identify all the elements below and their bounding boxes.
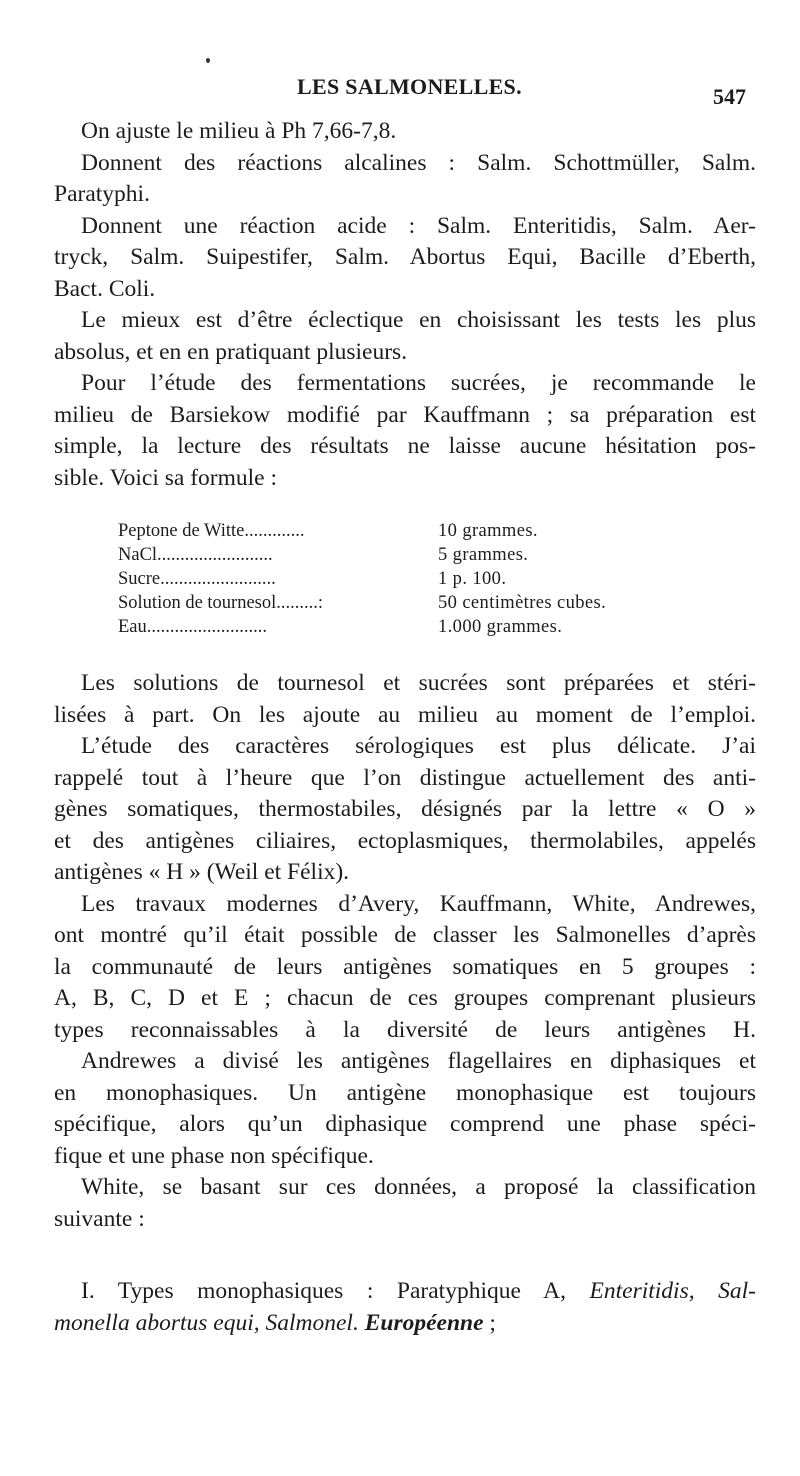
classification-line <box>54 1308 756 1340</box>
classification-line <box>54 1276 756 1308</box>
text-line: Paratyphi. <box>54 181 150 207</box>
recipe-row <box>118 617 718 641</box>
text-line: On ajuste le milieu à Ph 7,66-7,8. <box>81 118 397 144</box>
classification-italic: Enteritidis, Sal- <box>589 1278 756 1304</box>
text-line: fique et une phase non spécifique. <box>54 1142 374 1169</box>
text-line: rappelé tout à l’heure que l’on distingue actuellement des anti- <box>54 764 756 791</box>
text-line: et des antigènes ciliaires, ectoplasmiques, thermolabiles, appelés <box>54 827 756 854</box>
text-line: gènes somatiques, thermostabiles, désignés par la lettre « O » <box>54 796 756 822</box>
recipe-quantity: 10 grammes. <box>438 521 538 541</box>
text-line: suivante : <box>54 1205 145 1232</box>
recipe-row <box>118 545 718 569</box>
text-line: en monophasiques. Un antigène monophasique est toujours <box>54 1079 756 1106</box>
text-line: tryck, Salm. Suipestifer, Salm. Abortus Equi, Bacille d’Eberth, <box>54 244 756 270</box>
recipe-row <box>118 521 718 545</box>
text-line: milieu de Barsiekow modifié par Kauffmann ; sa préparation est <box>54 401 756 428</box>
text-line: la communauté de leurs antigènes somatiques en 5 groupes : <box>54 953 756 980</box>
text-line: types reconnaissables à la diversité de leurs antigènes H. <box>54 1016 756 1043</box>
text-line: Bact. Coli. <box>54 275 156 302</box>
text-line: sible. Voici sa formule : <box>54 464 278 491</box>
recipe-ingredient: Peptone de Witte............. <box>118 521 305 541</box>
text-line: spécifique, alors qu’un diphasique comprend une phase spéci- <box>54 1111 756 1137</box>
text-line: Le mieux est d’être éclectique en choisissant les tests les plus <box>81 307 756 333</box>
text-line: Les solutions de tournesol et sucrées sont préparées et stéri- <box>81 670 756 696</box>
text-line: simple, la lecture des résultats ne laisse aucune hésitation pos- <box>54 433 756 459</box>
recipe-row <box>118 593 718 617</box>
text-line: absolus, et en en pratiquant plusieurs. <box>54 338 408 365</box>
classification-bold-italic: Européenne <box>364 1309 484 1336</box>
recipe-row <box>118 569 718 593</box>
recipe-quantity: 50 centimètres cubes. <box>438 593 607 613</box>
recipe-table <box>118 521 718 641</box>
classification-end: ; <box>483 1309 496 1336</box>
text-line: Les travaux modernes d’Avery, Kauffmann, White, Andrewes, <box>81 890 756 917</box>
recipe-quantity: 1.000 grammes. <box>438 617 563 637</box>
text-line: Donnent une réaction acide : Salm. Enteritidis, Salm. Aer- <box>81 212 756 239</box>
recipe-quantity: 5 grammes. <box>438 545 529 565</box>
ink-speck <box>206 58 210 63</box>
text-line: lisées à part. On les ajoute au milieu au moment de l’emploi. <box>54 701 756 728</box>
classification-prefix: I. Types monophasiques : Paratyphique A, <box>81 1278 590 1304</box>
text-line: Pour l’étude des fermentations sucrées, je recommande le <box>81 370 756 396</box>
text-line: ont montré qu’il était possible de classer les Salmonelles d’après <box>54 922 756 948</box>
text-line: A, B, C, D et E ; chacun de ces groupes comprenant plusieurs <box>54 985 756 1011</box>
recipe-quantity: 1 p. 100. <box>438 569 507 589</box>
text-line: Andrewes a divisé les antigènes flagellaires en diphasiques et <box>81 1048 756 1074</box>
running-title: LES SALMONELLES. <box>297 74 522 99</box>
recipe-ingredient: Solution de tournesol.........: <box>118 593 324 613</box>
text-line: L’étude des caractères sérologiques est plus délicate. J’ai <box>81 733 756 759</box>
text-line: White, se basant sur ces données, a proposé la classification <box>81 1174 756 1200</box>
paragraphs-top <box>54 116 756 494</box>
recipe-ingredient: Eau.......................... <box>118 617 268 637</box>
text-line: Donnent des réactions alcalines : Salm. Schottmüller, Salm. <box>81 149 756 176</box>
paragraphs-middle <box>54 668 756 1235</box>
text-line: antigènes « H » (Weil et Félix). <box>54 859 350 885</box>
page-number: 547 <box>713 84 746 109</box>
recipe-ingredient: Sucre......................... <box>118 569 276 589</box>
classification-italic: monella abortus equi, Salmonel. <box>54 1309 365 1336</box>
classification-list <box>54 1276 756 1339</box>
recipe-ingredient: NaCl......................... <box>118 545 273 565</box>
